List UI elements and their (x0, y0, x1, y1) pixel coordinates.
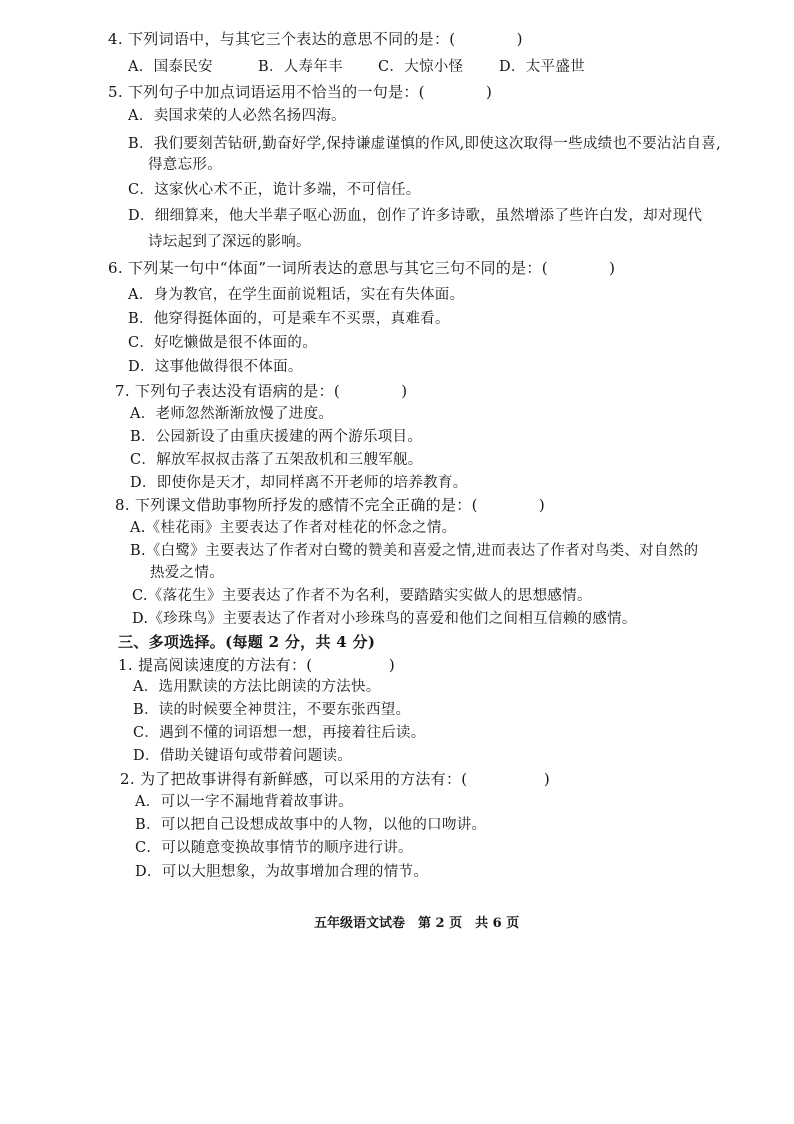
m1-option-a: A．选用默读的方法比朗读的方法快。 (133, 679, 381, 695)
q4-stem: 4. 下列词语中，与其它三个表达的意思不同的是：( ) (108, 30, 523, 48)
q8-option-b-line2: 热爱之情。 (150, 565, 224, 581)
q4-option-b: B．人寿年丰 (258, 59, 343, 75)
q6-option-b: B．他穿得挺体面的，可是乘车不买票，真难看。 (128, 311, 450, 327)
q6-option-a: A．身为教官，在学生面前说粗话，实在有失体面。 (128, 287, 465, 303)
q5-stem: 5. 下列句子中加点词语运用不恰当的一句是：( ) (108, 83, 493, 101)
q6-option-c: C．好吃懒做是很不体面的。 (128, 335, 317, 351)
q4-option-a: A．国泰民安 (128, 59, 213, 75)
q7-stem: 7. 下列句子表达没有语病的是：( ) (115, 382, 408, 400)
q7-option-d: D．即使你是天才，却同样离不开老师的培养教育。 (130, 475, 468, 491)
q8-option-a: A.《桂花雨》主要表达了作者对桂花的怀念之情。 (130, 520, 457, 536)
q4-option-d: D．太平盛世 (499, 59, 585, 75)
m2-option-c: C．可以随意变换故事情节的顺序进行讲。 (135, 840, 413, 856)
m2-option-d: D．可以大胆想象，为故事增加合理的情节。 (135, 864, 429, 880)
section-3-heading: 三、多项选择。(每题 2 分，共 4 分) (118, 633, 376, 651)
m1-option-c: C．遇到不懂的词语想一想，再接着往后读。 (133, 725, 426, 741)
m2-option-a: A．可以一字不漏地背着故事讲。 (135, 794, 353, 810)
q8-option-c: C.《落花生》主要表达了作者不为名利，要踏踏实实做人的思想感情。 (132, 588, 592, 604)
q6-stem: 6. 下列某一句中“体面”一词所表达的意思与其它三句不同的是：( ) (108, 259, 616, 277)
q7-option-a: A．老师忽然渐渐放慢了进度。 (130, 406, 334, 422)
q5-option-a: A．卖国求荣的人必然名扬四海。 (128, 108, 346, 124)
m1-option-b: B．读的时候要全神贯注，不要东张西望。 (133, 702, 411, 718)
q8-option-d: D.《珍珠鸟》主要表达了作者对小珍珠鸟的喜爱和他们之间相互信赖的感情。 (132, 611, 637, 627)
q5-option-d-line1: D．细细算来，他大半辈子呕心沥血，创作了许多诗歌，虽然增添了些许白发，却对现代 (128, 208, 703, 224)
m1-stem: 1. 提高阅读速度的方法有：( ) (118, 656, 396, 674)
page-footer: 五年级语文试卷 第 2 页 共 6 页 (314, 916, 520, 931)
m1-option-d: D．借助关键语句或带着问题读。 (133, 748, 353, 764)
q5-option-d-line2: 诗坛起到了深远的影响。 (148, 234, 311, 250)
q8-stem: 8. 下列课文借助事物所抒发的感情不完全正确的是：( ) (115, 496, 546, 514)
q5-option-b-line2: 得意忘形。 (148, 157, 222, 173)
q7-option-c: C．解放军叔叔击落了五架敌机和三艘军舰。 (130, 452, 423, 468)
q4-options (128, 57, 585, 77)
q7-option-b: B．公园新设了由重庆援建的两个游乐项目。 (130, 429, 423, 445)
q6-option-d: D．这事他做得很不体面。 (128, 359, 303, 375)
q5-option-c: C．这家伙心术不正，诡计多端，不可信任。 (128, 182, 421, 198)
q8-option-b-line1: B.《白鹭》主要表达了作者对白鹭的赞美和喜爱之情,进而表达了作者对鸟类、对自然的 (130, 543, 699, 559)
q4-option-c: C．大惊小怪 (378, 59, 464, 75)
m2-option-b: B．可以把自己设想成故事中的人物，以他的口吻讲。 (135, 817, 487, 833)
m2-stem: 2. 为了把故事讲得有新鲜感，可以采用的方法有：( ) (120, 770, 551, 788)
q5-option-b-line1: B．我们要刻苦钻研,勤奋好学,保持谦虚谨慎的作风,即使这次取得一些成绩也不要沾沾自喜, (128, 136, 721, 152)
